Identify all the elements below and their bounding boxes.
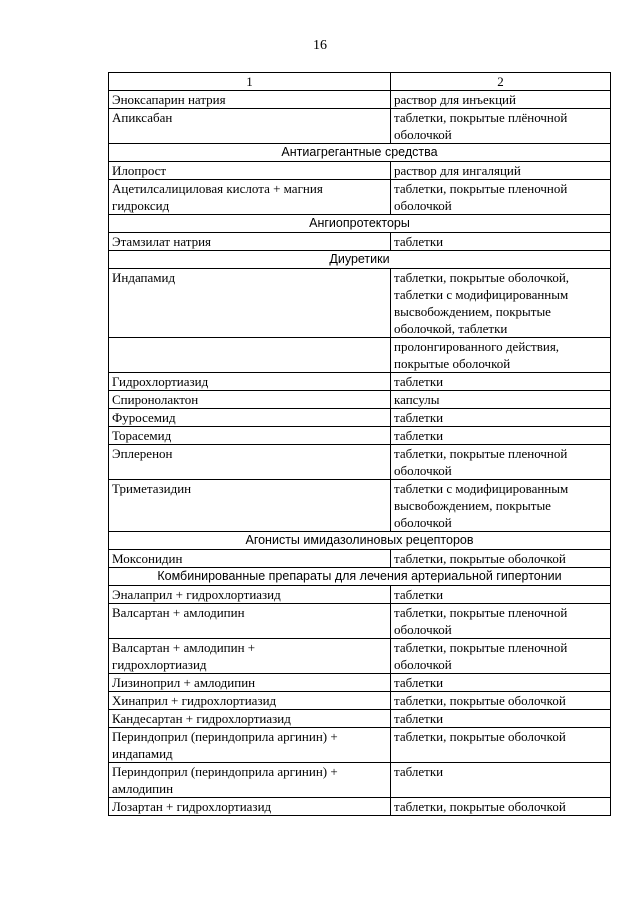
table-row bbox=[109, 162, 611, 180]
table-row bbox=[109, 109, 611, 144]
dosage-form-line: раствор для ингаляций bbox=[394, 163, 521, 178]
section-title: Диуретики bbox=[109, 251, 611, 269]
table-row bbox=[109, 180, 611, 215]
dosage-form-cell bbox=[391, 162, 611, 180]
table-row bbox=[109, 91, 611, 109]
dosage-form-line: таблетки bbox=[394, 410, 444, 425]
table-row bbox=[109, 728, 611, 763]
dosage-form-cell bbox=[391, 639, 611, 674]
drug-name-line: гидрохлортиазид bbox=[112, 657, 207, 672]
table-row bbox=[109, 550, 611, 568]
drug-name-cell bbox=[109, 91, 391, 109]
drug-name-line: Лизиноприл + амлодипин bbox=[112, 675, 256, 690]
drug-name-line: Фуросемид bbox=[112, 410, 176, 425]
dosage-form-cell bbox=[391, 391, 611, 409]
drug-name-line: Валсартан + амлодипин bbox=[112, 605, 245, 620]
drug-name-line: Спиронолактон bbox=[112, 392, 199, 407]
drug-name-line: Эноксапарин натрия bbox=[112, 92, 226, 107]
table-row bbox=[109, 710, 611, 728]
dosage-form-cell bbox=[391, 604, 611, 639]
table-row bbox=[109, 692, 611, 710]
dosage-form-cell bbox=[391, 674, 611, 692]
section-row bbox=[109, 568, 611, 586]
drug-table bbox=[108, 72, 611, 816]
dosage-form-cell bbox=[391, 728, 611, 763]
drug-name-line: Моксонидин bbox=[112, 551, 183, 566]
column-header-1: 1 bbox=[109, 73, 391, 91]
dosage-form-line: таблетки bbox=[394, 711, 444, 726]
dosage-form-line: пролонгированного действия, bbox=[394, 339, 560, 354]
drug-name-cell bbox=[109, 586, 391, 604]
drug-name-cell bbox=[109, 550, 391, 568]
drug-name-cell bbox=[109, 674, 391, 692]
drug-name-cell bbox=[109, 269, 391, 338]
dosage-form-line: таблетки bbox=[394, 234, 444, 249]
dosage-form-cell bbox=[391, 373, 611, 391]
dosage-form-cell bbox=[391, 180, 611, 215]
section-row bbox=[109, 215, 611, 233]
drug-name-cell bbox=[109, 692, 391, 710]
table-row bbox=[109, 763, 611, 798]
drug-name-cell bbox=[109, 338, 391, 373]
dosage-form-line: оболочкой bbox=[394, 463, 452, 478]
drug-name-cell bbox=[109, 710, 391, 728]
table-row bbox=[109, 427, 611, 445]
drug-name-cell bbox=[109, 109, 391, 144]
dosage-form-line: таблетки bbox=[394, 428, 444, 443]
dosage-form-line: таблетки, покрытые пленочной bbox=[394, 181, 568, 196]
drug-name-line: Гидрохлортиазид bbox=[112, 374, 209, 389]
drug-name-cell bbox=[109, 639, 391, 674]
dosage-form-line: покрытые оболочкой bbox=[394, 356, 511, 371]
section-title: Антиагрегантные средства bbox=[109, 144, 611, 162]
dosage-form-line: оболочкой bbox=[394, 198, 452, 213]
dosage-form-cell bbox=[391, 710, 611, 728]
dosage-form-line: таблетки, покрытые оболочкой bbox=[394, 693, 566, 708]
table-row bbox=[109, 409, 611, 427]
table-header-row bbox=[109, 73, 611, 91]
dosage-form-line: таблетки, покрытые оболочкой bbox=[394, 729, 566, 744]
table-row bbox=[109, 391, 611, 409]
drug-name-line: Индапамид bbox=[112, 270, 176, 285]
dosage-form-line: оболочкой bbox=[394, 657, 452, 672]
drug-name-line: Валсартан + амлодипин + bbox=[112, 640, 256, 655]
drug-name-cell bbox=[109, 180, 391, 215]
table-row bbox=[109, 604, 611, 639]
drug-name-line: индапамид bbox=[112, 746, 173, 761]
drug-name-cell bbox=[109, 409, 391, 427]
dosage-form-cell bbox=[391, 233, 611, 251]
drug-name-cell bbox=[109, 373, 391, 391]
dosage-form-line: таблетки bbox=[394, 675, 444, 690]
drug-name-cell bbox=[109, 604, 391, 639]
drug-name-line: Хинаприл + гидрохлортиазид bbox=[112, 693, 277, 708]
drug-name-line: Триметазидин bbox=[112, 481, 192, 496]
dosage-form-line: таблетки bbox=[394, 587, 444, 602]
table-body bbox=[109, 73, 611, 816]
drug-name-cell bbox=[109, 233, 391, 251]
section-title: Ангиопротекторы bbox=[109, 215, 611, 233]
drug-name-cell bbox=[109, 391, 391, 409]
dosage-form-cell bbox=[391, 692, 611, 710]
drug-name-line bbox=[112, 338, 387, 355]
column-header-2: 2 bbox=[391, 73, 611, 91]
dosage-form-cell bbox=[391, 409, 611, 427]
table-row bbox=[109, 798, 611, 816]
section-title: Агонисты имидазолиновых рецепторов bbox=[109, 532, 611, 550]
dosage-form-cell bbox=[391, 269, 611, 338]
drug-name-cell bbox=[109, 480, 391, 532]
dosage-form-cell bbox=[391, 550, 611, 568]
drug-name-line: амлодипин bbox=[112, 781, 174, 796]
dosage-form-cell bbox=[391, 109, 611, 144]
drug-name-line: Торасемид bbox=[112, 428, 172, 443]
section-row bbox=[109, 144, 611, 162]
dosage-form-line: таблетки с модифицированным bbox=[394, 481, 569, 496]
dosage-form-line: таблетки bbox=[394, 764, 444, 779]
page-number: 16 bbox=[313, 38, 327, 53]
drug-name-line: Ацетилсалициловая кислота + магния bbox=[112, 181, 323, 196]
table-row bbox=[109, 269, 611, 338]
drug-name-line: Апиксабан bbox=[112, 110, 173, 125]
dosage-form-line: таблетки, покрытые пленочной bbox=[394, 446, 568, 461]
dosage-form-line: капсулы bbox=[394, 392, 440, 407]
drug-name-cell bbox=[109, 162, 391, 180]
table-row bbox=[109, 480, 611, 532]
dosage-form-cell bbox=[391, 338, 611, 373]
dosage-form-line: таблетки, покрытые оболочкой bbox=[394, 799, 566, 814]
dosage-form-line: таблетки, покрытые пленочной bbox=[394, 605, 568, 620]
dosage-form-line: таблетки с модифицированным bbox=[394, 287, 569, 302]
table-row bbox=[109, 674, 611, 692]
drug-name-line: Кандесартан + гидрохлортиазид bbox=[112, 711, 291, 726]
table-row bbox=[109, 233, 611, 251]
dosage-form-cell bbox=[391, 445, 611, 480]
section-row bbox=[109, 251, 611, 269]
dosage-form-line: оболочкой bbox=[394, 622, 452, 637]
dosage-form-line: таблетки bbox=[394, 374, 444, 389]
table-row bbox=[109, 338, 611, 373]
dosage-form-line: таблетки, покрытые плёночной bbox=[394, 110, 568, 125]
drug-name-line: Периндоприл (периндоприла аргинин) + bbox=[112, 764, 338, 779]
drug-name-line: Периндоприл (периндоприла аргинин) + bbox=[112, 729, 338, 744]
dosage-form-line: таблетки, покрытые пленочной bbox=[394, 640, 568, 655]
table-row bbox=[109, 445, 611, 480]
dosage-form-line: высвобождением, покрытые bbox=[394, 498, 551, 513]
drug-name-cell bbox=[109, 798, 391, 816]
drug-name-cell bbox=[109, 763, 391, 798]
drug-name-line: Илопрост bbox=[112, 163, 167, 178]
dosage-form-line: раствор для инъекций bbox=[394, 92, 516, 107]
dosage-form-cell bbox=[391, 427, 611, 445]
drug-name-line: гидроксид bbox=[112, 198, 170, 213]
dosage-form-line: оболочкой bbox=[394, 515, 452, 530]
dosage-form-cell bbox=[391, 480, 611, 532]
dosage-form-cell bbox=[391, 763, 611, 798]
dosage-form-line: оболочкой, таблетки bbox=[394, 321, 508, 336]
drug-name-cell bbox=[109, 728, 391, 763]
drug-name-line: Лозартан + гидрохлортиазид bbox=[112, 799, 272, 814]
drug-name-cell bbox=[109, 445, 391, 480]
dosage-form-cell bbox=[391, 91, 611, 109]
drug-name-line: Эналаприл + гидрохлортиазид bbox=[112, 587, 281, 602]
dosage-form-cell bbox=[391, 798, 611, 816]
dosage-form-line: высвобождением, покрытые bbox=[394, 304, 551, 319]
section-title: Комбинированные препараты для лечения артериальной гипертонии bbox=[109, 568, 611, 586]
table-row bbox=[109, 373, 611, 391]
drug-name-line: Этамзилат натрия bbox=[112, 234, 212, 249]
dosage-form-line: таблетки, покрытые оболочкой, bbox=[394, 270, 570, 285]
section-row bbox=[109, 532, 611, 550]
dosage-form-line: таблетки, покрытые оболочкой bbox=[394, 551, 566, 566]
drug-name-cell bbox=[109, 427, 391, 445]
dosage-form-cell bbox=[391, 586, 611, 604]
dosage-form-line: оболочкой bbox=[394, 127, 452, 142]
table-row bbox=[109, 639, 611, 674]
table-row bbox=[109, 586, 611, 604]
drug-name-line: Эплеренон bbox=[112, 446, 173, 461]
